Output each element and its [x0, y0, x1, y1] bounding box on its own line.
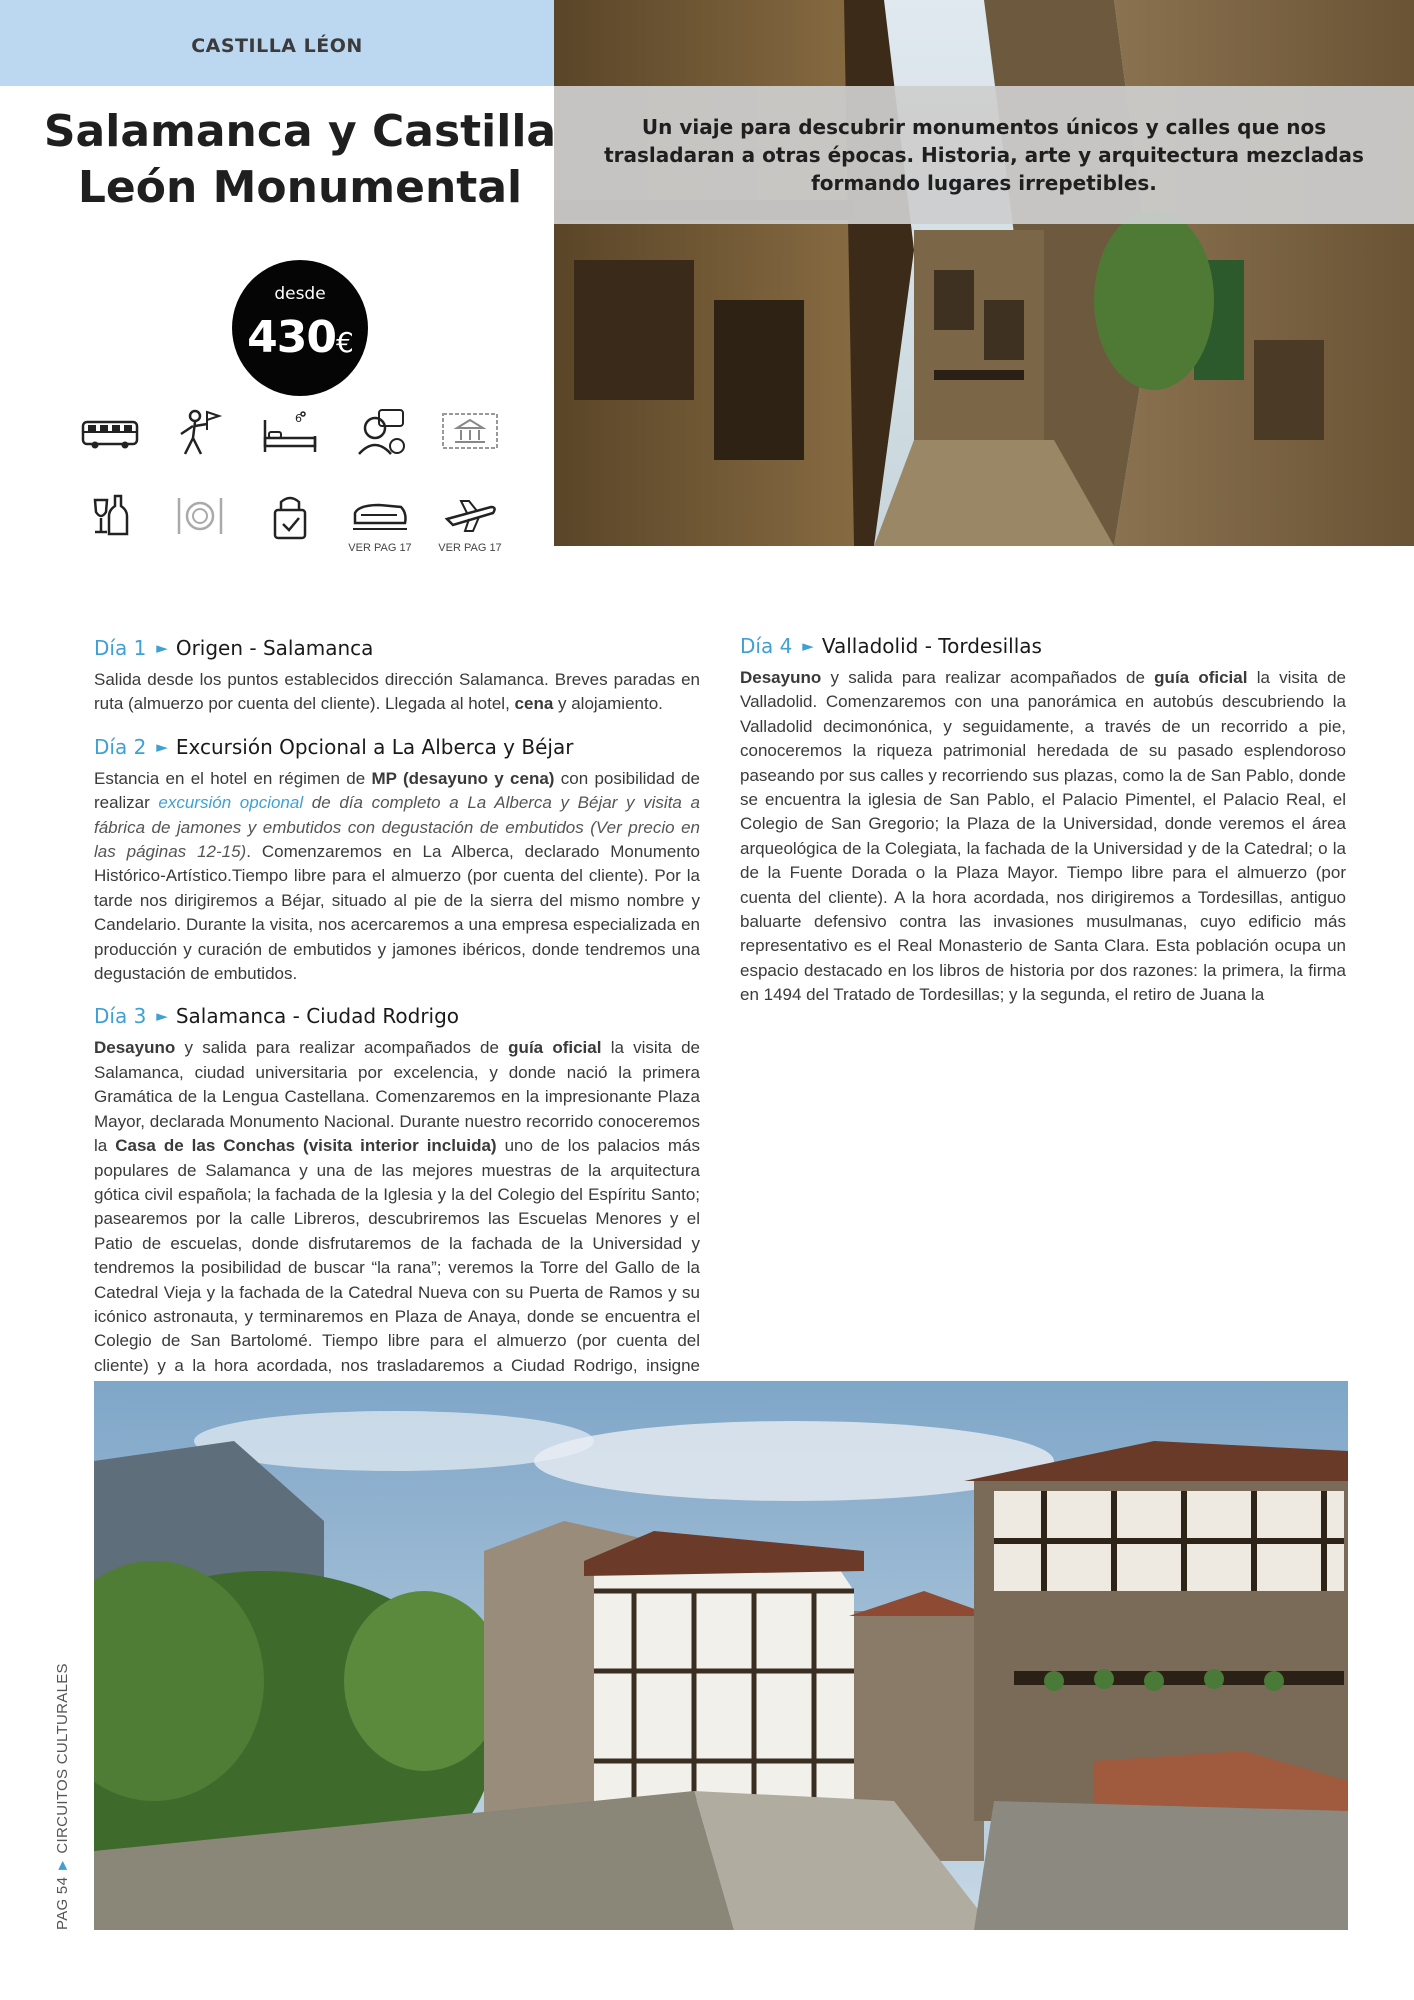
price-prefix: desde	[274, 284, 326, 304]
itinerary-column-right	[740, 632, 1346, 1008]
region-tag	[0, 0, 554, 86]
optional-excursion-link: excursión opcional	[158, 793, 304, 813]
guide-icon	[162, 408, 238, 472]
village-photo	[94, 1381, 1348, 1930]
insurance-icon	[252, 492, 328, 556]
tagline-band	[554, 86, 1414, 224]
meal-icon	[162, 492, 238, 556]
day-4-text: Desayuno y salida para realizar acompañados de guía oficial la visita de Valladolid. Comenzaremos con una panorámica en autobús descubriendo la Valladolid decimonónica, y seguidamente, a través de un recorrido a pie, conoceremos la riqueza patrimonial heredada de su pasado esplendoroso paseando por sus calles y recorriendo sus plazas, como la de San Pablo, donde se encuentra la iglesia de San Pablo, el Palacio Pimentel, el Palacio Real, el Colegio de San Gregorio; la Plaza de la Universidad, donde veremos el área arqueológica de la Colegiata, la fachada de la Universidad y de la Catedral; o la de la Fuente Dorada o la Plaza Mayor. Tiempo libre para el almuerzo (por cuenta del cliente). A la hora acordada, nos dirigiremos a Tordesillas, antiguo baluarte defensivo contra las invasiones musulmanas, cuyo edificio más representativo es el Real Monasterio de Santa Clara. Esta población ocupa un espacio destacado en los libros de historia por dos razones: la primera, la firma en 1494 del Tratado de Tordesillas; y la segunda, el retiro de Juana la	[740, 668, 1346, 1005]
tagline: Un viaje para descubrir monumentos únicos y calles que nos trasladaran a otras épocas. Historia, arte y arquitectura mezcladas formando lugares irrepetibles.	[604, 115, 1364, 195]
hero-photo-street	[554, 0, 1414, 546]
hotel-bed-icon	[252, 408, 328, 472]
tickets-icon	[432, 408, 508, 472]
wine-icon	[72, 492, 148, 556]
train-icon	[342, 492, 418, 556]
day-2-text: Estancia en el hotel en régimen de MP (desayuno y cena) con posibilidad de realizar excursión opcional de día completo a La Alberca y Béjar y visita a fábrica de jamones y embutidos con degustación de embutidos (Ver precio en las páginas 12-15). Comenzaremos en La Alberca, declarado Monumento Histórico-Artístico.Tiempo libre para el almuerzo (por cuenta del cliente). Por la tarde nos dirigiremos a Béjar, situado al pie de la sierra del mismo nombre y Candelario. Durante la visita, nos acercaremos a una empresa especializada en producción y curación de embutidos y jamones ibéricos, donde tendremos una degustación de embutidos.	[94, 768, 700, 984]
region-label: CASTILLA LÉON	[191, 35, 363, 57]
footer-sidebar: PAG 54►CIRCUITOS CULTURALES	[54, 1663, 71, 1930]
plane-icon	[432, 492, 508, 556]
day-1-heading: Día 1 ► Origen - Salamanca	[94, 636, 374, 660]
svg-text:6: 6	[295, 412, 302, 425]
price-badge	[232, 260, 368, 396]
price-currency: €	[336, 326, 353, 359]
bus-icon	[72, 408, 148, 472]
day-1-text: Salida desde los puntos establecidos dirección Salamanca. Breves paradas en ruta (almuerzo por cuenta del cliente). Llegada al hotel, cena y alojamiento.	[94, 670, 700, 714]
day-2-heading: Día 2 ► Excursión Opcional a La Alberca y Béjar	[94, 734, 574, 759]
day-3-heading: Día 3 ► Salamanca - Ciudad Rodrigo	[94, 1004, 460, 1029]
page-number: PAG 54	[54, 1876, 71, 1930]
train-caption: VER PAG 17	[348, 542, 412, 554]
assistance-icon	[342, 408, 418, 472]
day-4-heading: Día 4 ► Valladolid - Tordesillas	[740, 634, 1042, 658]
price-amount: 430€	[247, 312, 353, 363]
section-name: CIRCUITOS CULTURALES	[54, 1663, 71, 1854]
day-3-text: Desayuno y salida para realizar acompañados de guía oficial la visita de Salamanca, ciudad universitaria por excelencia, y donde nació la primera Gramática de la Lengua Castellana. Comenzaremos en la impresionante Plaza Mayor, declarada Monumento Nacional. Durante nuestro recorrido conoceremos la Casa de las Conchas (visita interior incluida) uno de los palacios más populares de Salamanca y una de las mejores muestras de la arquitectura gótica civil española; la fachada de la Iglesia y la del Colegio del Espíritu Santo; pasearemos por la calle Libreros, descubriremos las Escuelas Menores y el Patio de escuelas, donde disfrutaremos de la fachada de la Universidad y tendremos la posibilidad de buscar “la rana”; veremos la Torre del Gallo de la Catedral Vieja y la fachada de la Catedral Nueva con su Puerta de Ramos y su icónico astronauta, y terminaremos en Plaza de Anaya, donde se encuentra el Colegio de San Bartolomé. Tiempo libre para el almuerzo (por cuenta del cliente) y a la hora acordada, nos trasladaremos a Ciudad Rodrigo, insigne	[94, 1038, 700, 1375]
page-title: Salamanca y Castilla León Monumental	[43, 106, 557, 213]
itinerary-column-left	[94, 634, 700, 1451]
plane-caption: VER PAG 17	[438, 542, 502, 554]
